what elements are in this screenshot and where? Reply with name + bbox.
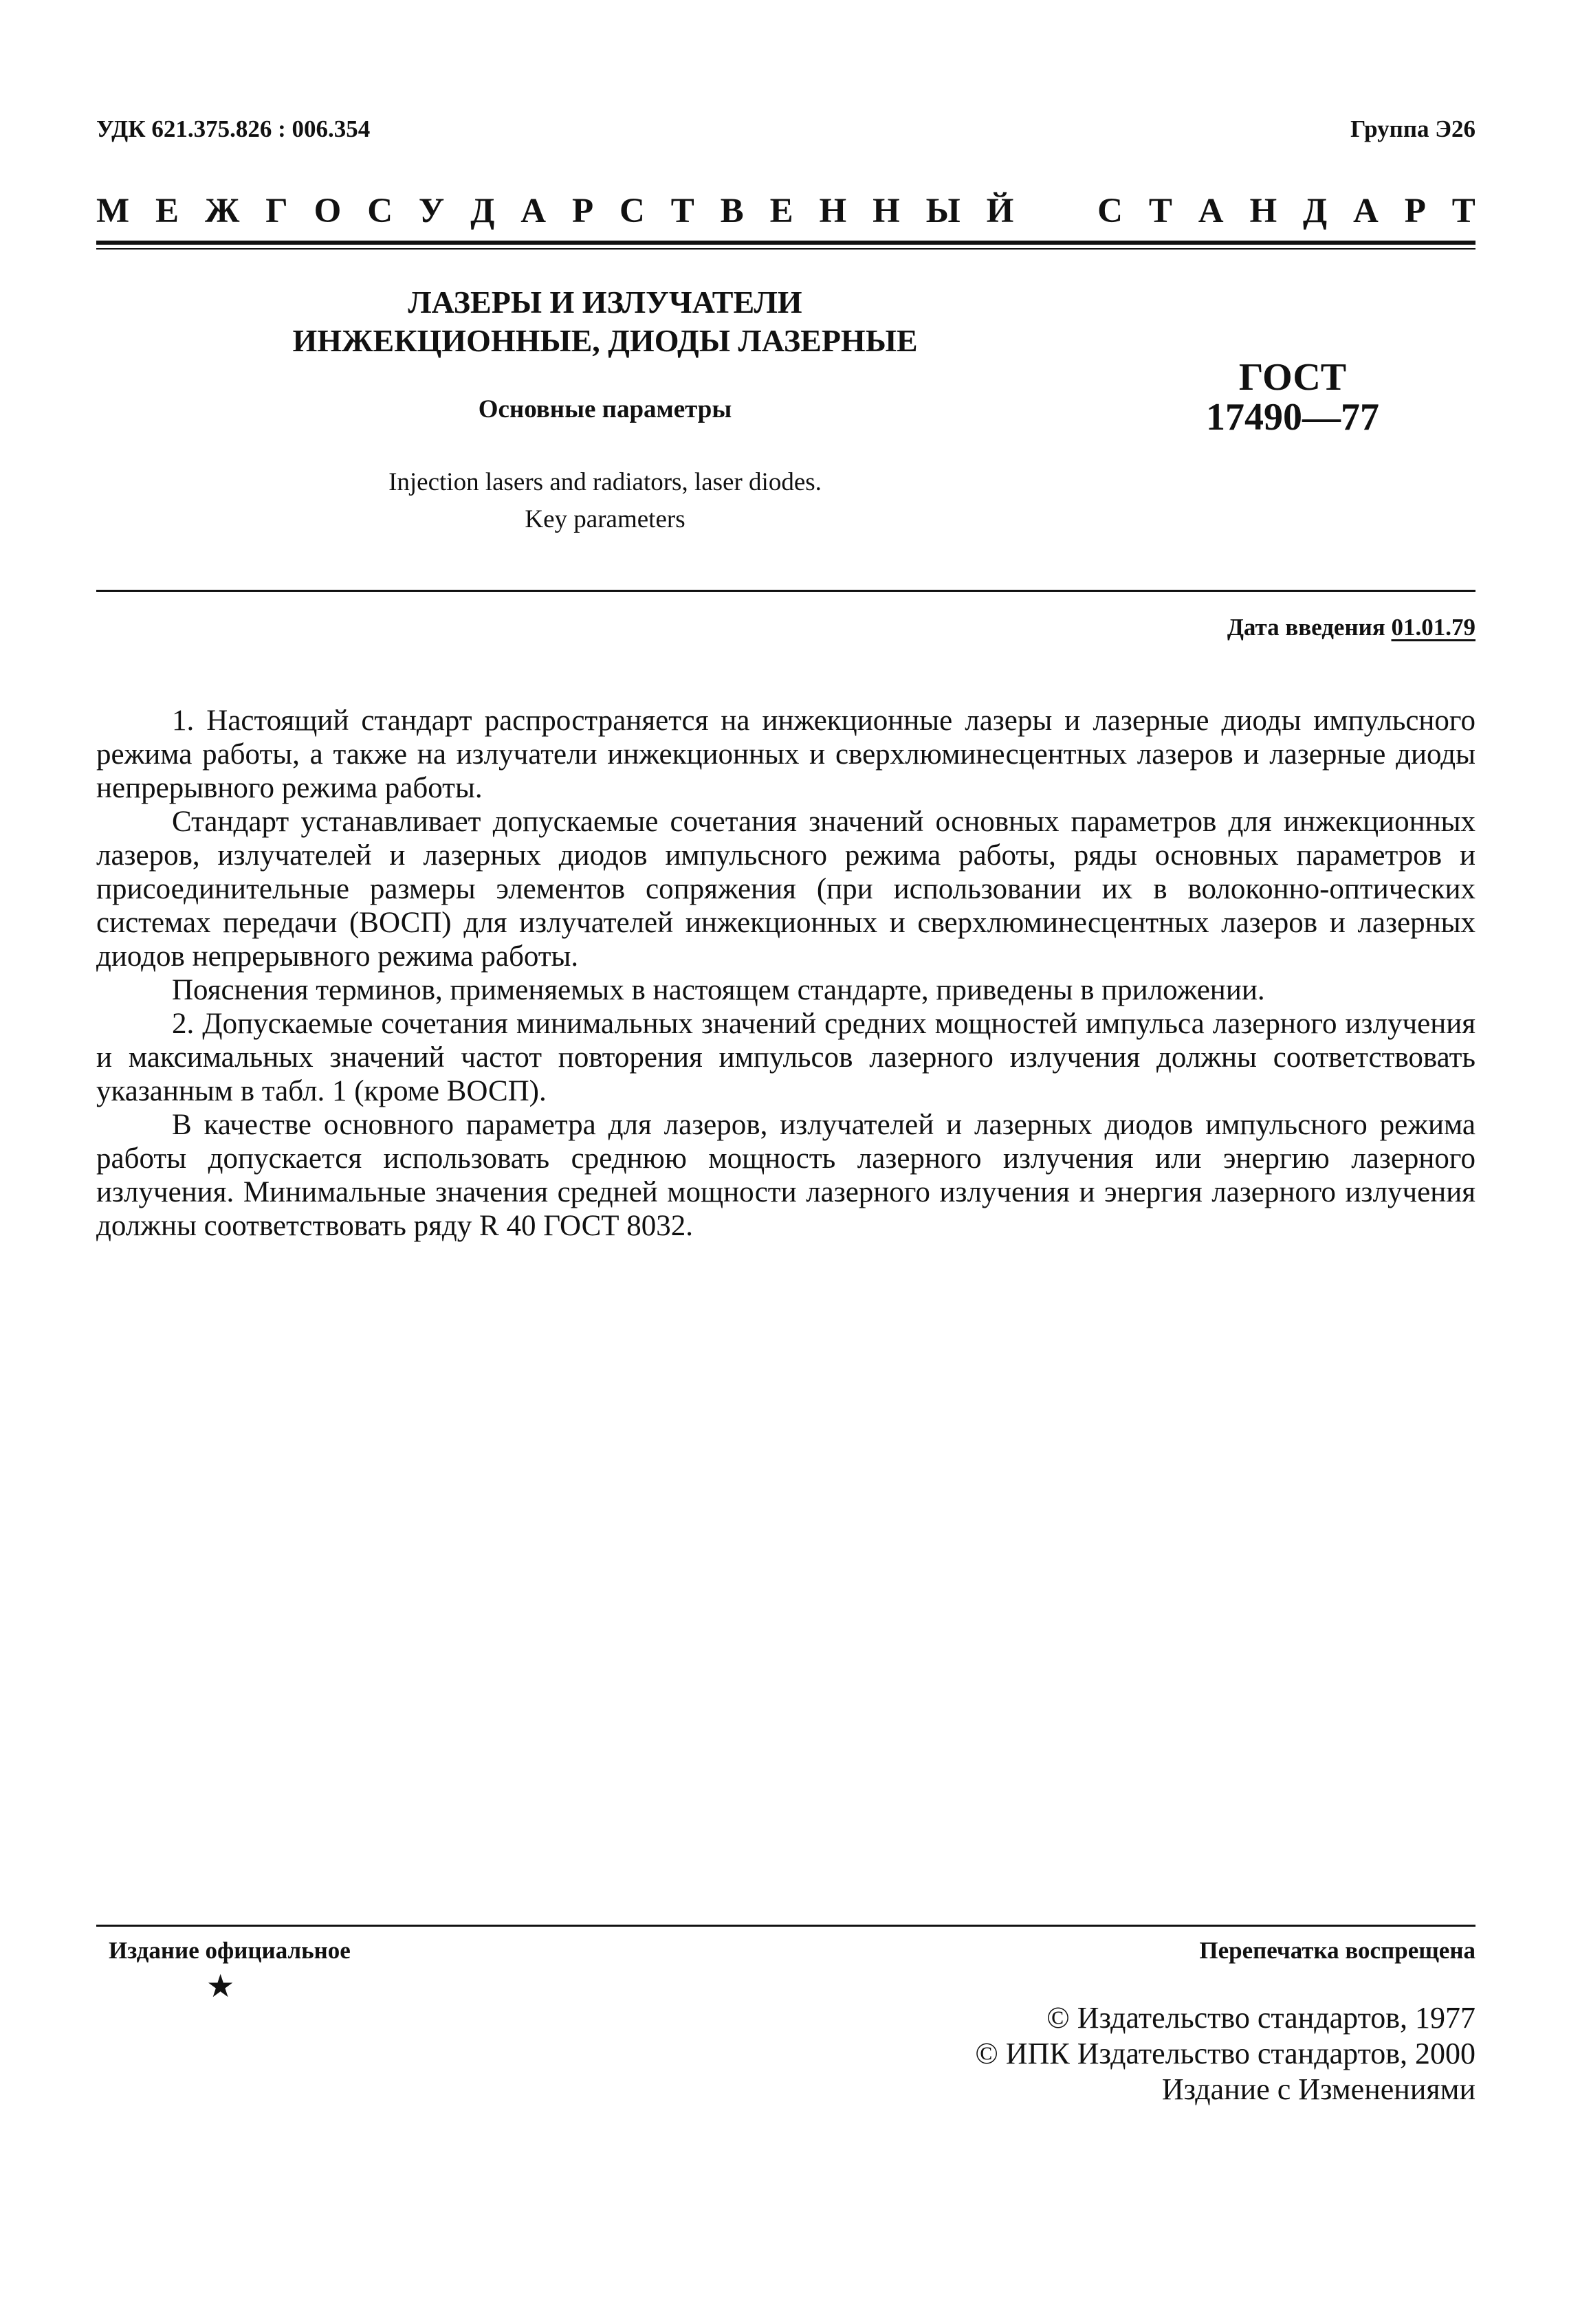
udk-code: УДК 621.375.826 : 006.354 — [96, 115, 371, 142]
banner-letter: А — [1353, 192, 1379, 230]
banner-letter: Д — [470, 192, 495, 230]
copyright-1977: © Издательство стандартов, 1977 — [1046, 2001, 1475, 2035]
banner-letter: Г — [265, 192, 288, 230]
subtitle: Основные параметры — [478, 395, 732, 423]
header-rule-thick — [96, 241, 1475, 245]
gost-designation — [1189, 357, 1396, 437]
banner-letter: Р — [1404, 192, 1426, 230]
banner-letter: О — [314, 192, 342, 230]
banner-letter: Н — [819, 192, 847, 230]
paragraph-5: В качестве основного параметра для лазеров, излучателей и лазерных диодов импульсного режима работы допускается использовать среднюю мощность лазерного излучения или энергию лазерного излучения. Минимальные значения средней мощности лазерного излучения и энергия лазерного излучения должны соответствовать ряду R 40 ГОСТ 8032. — [96, 1109, 1475, 1242]
banner-letter: С — [1097, 192, 1123, 230]
banner-letter: А — [520, 192, 547, 230]
gost-number: 17490—77 — [1206, 396, 1379, 439]
banner-letter: С — [619, 192, 645, 230]
title-block — [261, 283, 949, 538]
title-line-1: ЛАЗЕРЫ И ИЗЛУЧАТЕЛИ — [408, 285, 802, 320]
interstate-standard-banner — [96, 191, 1475, 231]
introduction-date — [1227, 614, 1475, 641]
banner-letter: М — [96, 192, 130, 230]
banner-letter: У — [418, 192, 445, 230]
reprint-prohibited: Перепечатка воспрещена — [1199, 1937, 1475, 1964]
banner-letter: Е — [155, 192, 179, 230]
paragraph-1: 1. Настоящий стандарт распространяется на инжекционные лазеры и лазерные диоды импульсного режима работы, а также на излучатели инжекционных и сверхлюминесцентных лазеров и лазерные диоды непрерывного режима работы. — [96, 705, 1475, 804]
banner-letter: В — [720, 192, 744, 230]
banner-letter: Й — [986, 192, 1014, 230]
copyright-2000: © ИПК Издательство стандартов, 2000 — [975, 2037, 1475, 2070]
banner-letter: Д — [1303, 192, 1328, 230]
title-rule — [96, 590, 1475, 592]
gost-label: ГОСТ — [1238, 356, 1347, 399]
paragraph-4: 2. Допускаемые сочетания минимальных значений средних мощностей импульса лазерного излучения и максимальных значений частот повторения импульсов лазерного излучения должны соответствовать указанным в табл. 1 (кроме ВОСП). — [96, 1008, 1475, 1107]
footer-rule — [96, 1925, 1475, 1927]
edition-note: Издание с Изменениями — [1161, 2072, 1475, 2106]
title-line-2: ИНЖЕКЦИОННЫЕ, ДИОДЫ ЛАЗЕРНЫЕ — [292, 323, 918, 358]
banner-letter: Н — [1249, 192, 1277, 230]
banner-letter: Ы — [925, 192, 961, 230]
banner-letter: С — [367, 192, 393, 230]
date-value: 01.01.79 — [1391, 614, 1475, 641]
banner-letter: Р — [571, 192, 594, 230]
official-edition: Издание официальное — [109, 1937, 351, 1964]
banner-letter: Е — [769, 192, 793, 230]
paragraph-3: Пояснения терминов, применяемых в настоящем стандарте, приведены в приложении. — [172, 974, 1265, 1006]
banner-letter: А — [1198, 192, 1224, 230]
star-icon: ★ — [206, 1969, 235, 2004]
banner-letter: Т — [1148, 192, 1172, 230]
banner-letter: Н — [873, 192, 900, 230]
body-text — [96, 704, 1475, 1243]
date-label: Дата введения — [1227, 614, 1385, 641]
banner-letter: Т — [1451, 192, 1475, 230]
header-rule-thin — [96, 248, 1475, 250]
banner-word-gap — [1040, 191, 1071, 231]
group-code: Группа Э26 — [1350, 115, 1475, 142]
paragraph-2: Стандарт устанавливает допускаемые сочетания значений основных параметров для инжекционных лазеров, излучателей и лазерных диодов импульсного режима работы, ряды основных параметров и присоединительные размеры элементов сопряжения (при использовании их в волоконно-оптических системах передачи (ВОСП) для излучателей инжекционных и сверхлюминесцентных лазеров и лазерных диодов непрерывного режима работы. — [96, 806, 1475, 973]
english-title-line-2: Key parameters — [525, 505, 685, 533]
copyright-block — [975, 2000, 1475, 2107]
english-title-line-1: Injection lasers and radiators, laser diodes. — [388, 468, 822, 496]
english-title — [261, 464, 949, 538]
banner-letter: Ж — [204, 192, 240, 230]
banner-letter: Т — [670, 192, 694, 230]
